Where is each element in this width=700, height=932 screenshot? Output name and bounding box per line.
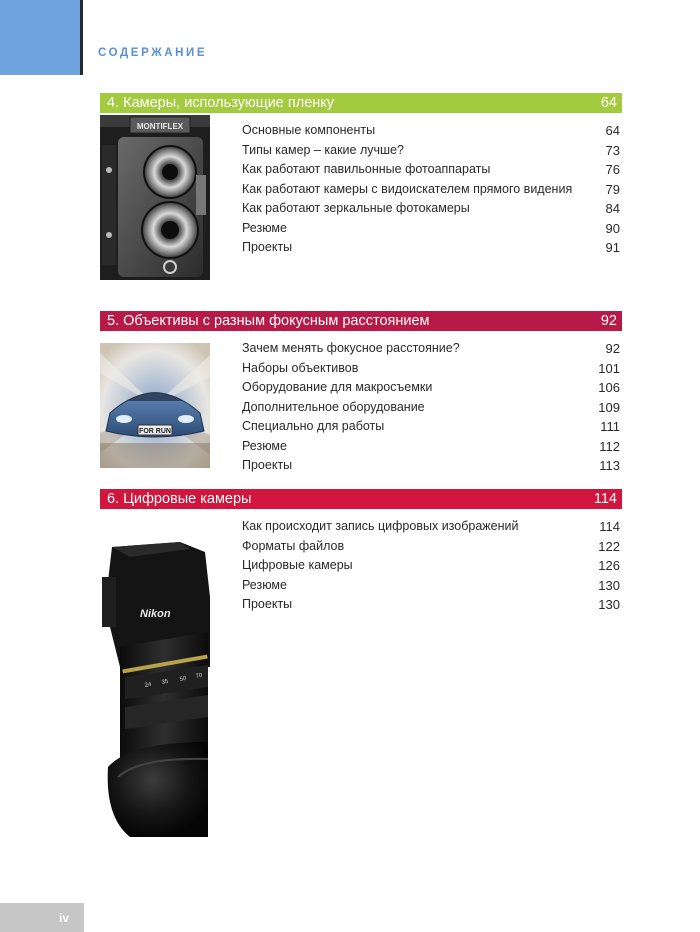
corner-color-block <box>0 0 83 75</box>
chapter-4-page: 64 <box>600 95 617 111</box>
toc-entry-page: 114 <box>599 519 620 534</box>
chapter-4-title: 4. Камеры, использующие пленку <box>107 95 335 111</box>
chapter-6-header[interactable] <box>100 489 622 509</box>
toc-entry-label: Основные компоненты <box>242 123 376 137</box>
toc-entry-page: 111 <box>600 419 620 434</box>
page-number: iv <box>59 911 70 925</box>
toc-entry-label: Резюме <box>242 220 287 235</box>
chapter-5-header[interactable] <box>100 311 622 331</box>
lens-scale-mark: 70 <box>195 672 203 680</box>
lens-scale-mark: 24 <box>144 681 152 689</box>
toc-entry[interactable] <box>242 556 620 576</box>
chapter-5-section <box>100 311 622 473</box>
toc-entry-label: Зачем менять фокусное расстояние? <box>242 341 460 355</box>
toc-entry-label: Проекты <box>242 458 293 472</box>
dslr-brand-text: Nikon <box>140 608 171 620</box>
toc-entry[interactable] <box>242 121 620 141</box>
toc-entry-label: Проекты <box>242 597 293 611</box>
toc-entry[interactable] <box>242 537 620 557</box>
toc-entry-label: Резюме <box>242 577 287 592</box>
toc-entry[interactable] <box>242 595 620 615</box>
toc-entry-label: Форматы файлов <box>242 538 345 553</box>
toc-entry[interactable] <box>242 359 620 379</box>
chapter-5-toc <box>242 339 620 476</box>
toc-entry[interactable] <box>242 199 620 219</box>
toc-entry-page: 84 <box>605 201 620 216</box>
chapter-6-section <box>100 489 622 689</box>
toc-entry[interactable] <box>242 141 620 161</box>
toc-entry[interactable] <box>242 437 620 457</box>
lens-scale-mark: 35 <box>161 678 169 686</box>
toc-entry-page: 92 <box>605 341 620 356</box>
toc-entry[interactable] <box>242 238 620 258</box>
toc-entry-page: 122 <box>598 538 620 554</box>
toc-entry-page: 101 <box>598 360 620 376</box>
toc-entry[interactable] <box>242 576 620 596</box>
toc-entry-label: Как работают камеры с видоискателем прямого видения <box>242 181 573 196</box>
toc-entry-label: Как работают павильонные фотоаппараты <box>242 162 491 176</box>
folio-block <box>0 903 84 932</box>
toc-entry[interactable] <box>242 378 620 398</box>
chapter-5-title: 5. Объективы с разным фокусным расстоянием <box>107 313 430 329</box>
toc-entry[interactable] <box>242 219 620 239</box>
tlr-camera-photo <box>100 115 210 280</box>
toc-entry[interactable] <box>242 160 620 180</box>
toc-entry-page: 112 <box>599 438 620 454</box>
toc-entry-page: 73 <box>605 142 620 158</box>
chapter-4-section <box>100 93 622 255</box>
toc-entry-label: Резюме <box>242 438 287 453</box>
toc-entry[interactable] <box>242 180 620 200</box>
toc-entry-page: 126 <box>598 558 620 573</box>
tlr-brand-text: MONTIFLEX <box>136 122 184 131</box>
plate-text: FOR RUN <box>139 428 171 435</box>
dslr-camera-photo <box>100 537 210 837</box>
toc-entry-page: 130 <box>598 597 620 612</box>
toc-entry-page: 76 <box>605 162 620 177</box>
toc-entry-label: Цифровые камеры <box>242 558 353 572</box>
toc-entry-label: Оборудование для макросъемки <box>242 380 433 394</box>
toc-entry[interactable] <box>242 417 620 437</box>
toc-entry-label: Наборы объективов <box>242 360 359 375</box>
toc-entry[interactable] <box>242 517 620 537</box>
toc-entry-label: Как работают зеркальные фотокамеры <box>242 201 470 215</box>
lens-scale-mark: 50 <box>179 675 187 683</box>
chapter-6-toc <box>242 517 620 615</box>
chapter-4-toc <box>242 121 620 258</box>
toc-entry-label: Типы камер – какие лучше? <box>242 142 404 157</box>
toc-entry-page: 130 <box>598 577 620 593</box>
toc-entry[interactable] <box>242 456 620 476</box>
chapter-6-page: 114 <box>593 491 617 507</box>
toc-entry[interactable] <box>242 398 620 418</box>
toc-entry-page: 106 <box>598 380 620 395</box>
chapter-5-page: 92 <box>600 313 617 329</box>
toc-entry-page: 64 <box>605 123 620 138</box>
toc-entry-label: Специально для работы <box>242 419 385 433</box>
chapter-4-header[interactable] <box>100 93 622 113</box>
toc-entry-page: 109 <box>598 399 620 415</box>
toc-entry-label: Как происходит запись цифровых изображений <box>242 519 519 533</box>
toc-entry-page: 90 <box>605 220 620 236</box>
car-zoom-photo <box>100 343 210 468</box>
running-head: СОДЕРЖАНИЕ <box>98 47 208 59</box>
toc-entry[interactable] <box>242 339 620 359</box>
toc-entry-page: 113 <box>599 458 620 473</box>
toc-entry-label: Проекты <box>242 240 293 254</box>
toc-entry-label: Дополнительное оборудование <box>242 399 425 414</box>
toc-entry-page: 79 <box>605 181 620 197</box>
toc-entry-page: 91 <box>605 240 620 255</box>
chapter-6-title: 6. Цифровые камеры <box>107 491 252 507</box>
